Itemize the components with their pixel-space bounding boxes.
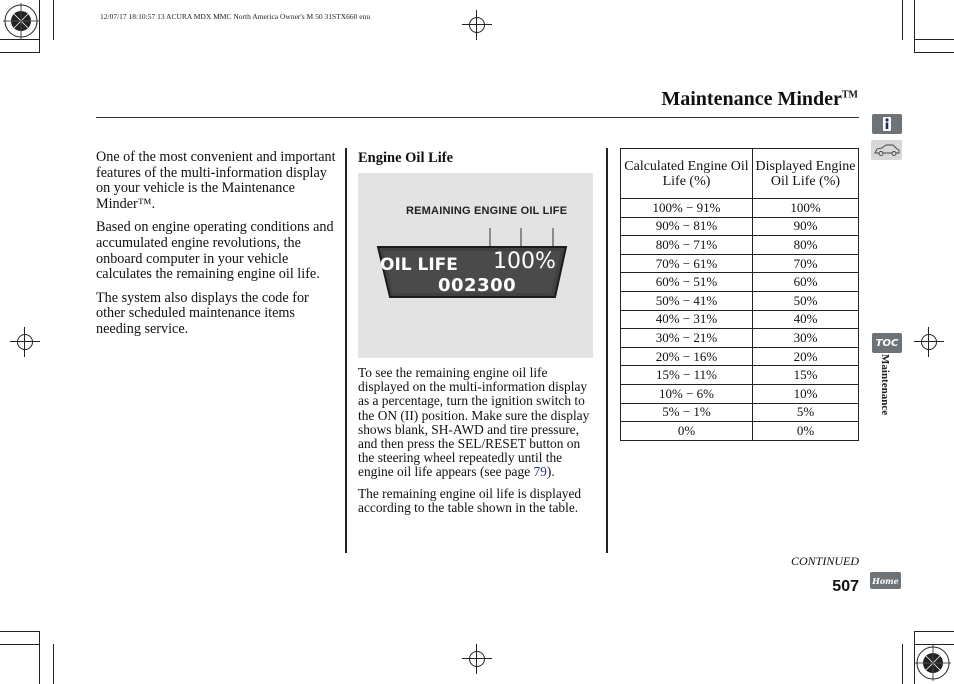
continued-label: CONTINUED (790, 554, 859, 568)
displayed-oil-life-cell: 30% (753, 329, 859, 348)
crop-mark (53, 644, 54, 684)
table-row (621, 403, 859, 422)
table-row (621, 310, 859, 329)
calculated-oil-life-cell: 20% − 16% (621, 347, 753, 366)
table-row (621, 254, 859, 273)
crop-mark (53, 0, 54, 40)
calculated-oil-life-cell: 80% − 71% (621, 236, 753, 255)
crop-mark (0, 644, 40, 645)
page-title (661, 88, 858, 111)
table-row (621, 291, 859, 310)
displayed-oil-life-cell: 15% (753, 366, 859, 385)
toc-tab[interactable]: TOC (872, 333, 902, 353)
displayed-oil-life-cell: 60% (753, 273, 859, 292)
trademark-symbol: TM (841, 89, 858, 101)
registration-mark-icon (462, 644, 492, 674)
car-tab[interactable] (871, 140, 902, 160)
display-oil-life-percent: 100% (493, 249, 556, 274)
table-row (621, 384, 859, 403)
crop-mark (902, 0, 903, 40)
home-tab[interactable]: Home (870, 572, 901, 589)
displayed-oil-life-cell: 70% (753, 254, 859, 273)
color-target-icon (3, 3, 39, 39)
instructions-text-end: ). (546, 464, 555, 480)
calculated-oil-life-cell: 0% (621, 422, 753, 441)
display-odometer: 002300 (438, 275, 517, 296)
registration-mark-icon (914, 327, 944, 357)
crop-mark (902, 644, 903, 684)
figure-callout: REMAINING ENGINE OIL LIFE (406, 205, 568, 217)
table-row (621, 236, 859, 255)
table-header-row (621, 149, 859, 199)
displayed-oil-life-cell: 80% (753, 236, 859, 255)
calculated-oil-life-cell: 100% − 91% (621, 199, 753, 218)
column-divider (345, 148, 347, 553)
displayed-oil-life-cell: 10% (753, 384, 859, 403)
table-row (621, 347, 859, 366)
crop-mark (914, 39, 954, 40)
car-icon (873, 143, 901, 157)
print-slug: 12/07/17 18:10:57 13 ACURA MDX MMC North America Owner's M 50 31STX660 enu (100, 12, 371, 21)
table-row (621, 329, 859, 348)
displayed-oil-life-cell: 20% (753, 347, 859, 366)
calculated-oil-life-cell: 70% − 61% (621, 254, 753, 273)
color-target-icon (915, 645, 951, 681)
crop-mark (914, 0, 915, 52)
chapter-side-label: Maintenance (879, 354, 891, 416)
instructions-paragraph (358, 366, 594, 480)
instructions-text: To see the remaining engine oil life displayed on the multi-information display as a percentage, turn the ignition switch to the ON (II) position. Make sure the display shows blank, SH-AWD and tire pressure, and then press the SEL/RESET button on the steering wheel repeatedly until the engine oil life appears (see page (358, 365, 590, 480)
calculated-oil-life-cell: 90% − 81% (621, 217, 753, 236)
crop-mark (0, 52, 40, 53)
oil-life-table (620, 148, 859, 441)
displayed-oil-life-cell: 5% (753, 403, 859, 422)
table-row (621, 217, 859, 236)
crop-mark (0, 631, 40, 632)
registration-mark-icon (462, 10, 492, 40)
page-link[interactable]: 79 (533, 464, 547, 480)
calculated-oil-life-cell: 5% − 1% (621, 403, 753, 422)
table-header-calculated: Calculated Engine Oil Life (%) (621, 149, 753, 199)
table-note: The remaining engine oil life is displayed according to the table shown in the table. (358, 485, 582, 515)
displayed-oil-life-cell: 40% (753, 310, 859, 329)
table-header-displayed: Displayed Engine Oil Life (%) (753, 149, 859, 199)
crop-mark (914, 631, 954, 632)
column-divider (606, 148, 608, 553)
crop-mark (39, 0, 40, 52)
display-oil-life-label: OIL LIFE (380, 255, 458, 275)
info-tab[interactable] (872, 114, 902, 134)
page-title-text: Maintenance Minder (661, 88, 842, 110)
crop-mark (0, 39, 40, 40)
calculated-oil-life-cell: 30% − 21% (621, 329, 753, 348)
table-row (621, 366, 859, 385)
engine-oil-life-column (358, 150, 594, 522)
calculated-oil-life-cell: 40% − 31% (621, 310, 753, 329)
table-row (621, 422, 859, 441)
intro-paragraph: The system also displays the code for other scheduled maintenance items needing service. (96, 289, 309, 337)
page-number: 507 (832, 578, 859, 595)
crop-mark (39, 632, 40, 684)
intro-paragraph: Based on engine operating conditions and accumulated engine revolutions, the onboard computer in your vehicle calculates the remaining engine oil life. (96, 219, 334, 283)
oil-life-display-figure (358, 173, 593, 358)
title-rule (96, 117, 859, 118)
registration-mark-icon (10, 327, 40, 357)
displayed-oil-life-cell: 90% (753, 217, 859, 236)
calculated-oil-life-cell: 50% − 41% (621, 291, 753, 310)
table-row (621, 199, 859, 218)
calculated-oil-life-cell: 60% − 51% (621, 273, 753, 292)
intro-paragraph: One of the most convenient and important features of the multi-information display on your vehicle is the Maintenance Minder™. (96, 149, 336, 212)
calculated-oil-life-cell: 15% − 11% (621, 366, 753, 385)
intro-column (96, 150, 340, 346)
info-icon (880, 116, 894, 132)
displayed-oil-life-cell: 100% (753, 199, 859, 218)
section-heading: Engine Oil Life (358, 150, 454, 166)
table-body (621, 199, 859, 441)
displayed-oil-life-cell: 0% (753, 422, 859, 441)
displayed-oil-life-cell: 50% (753, 291, 859, 310)
crop-mark (914, 52, 954, 53)
table-row (621, 273, 859, 292)
calculated-oil-life-cell: 10% − 6% (621, 384, 753, 403)
